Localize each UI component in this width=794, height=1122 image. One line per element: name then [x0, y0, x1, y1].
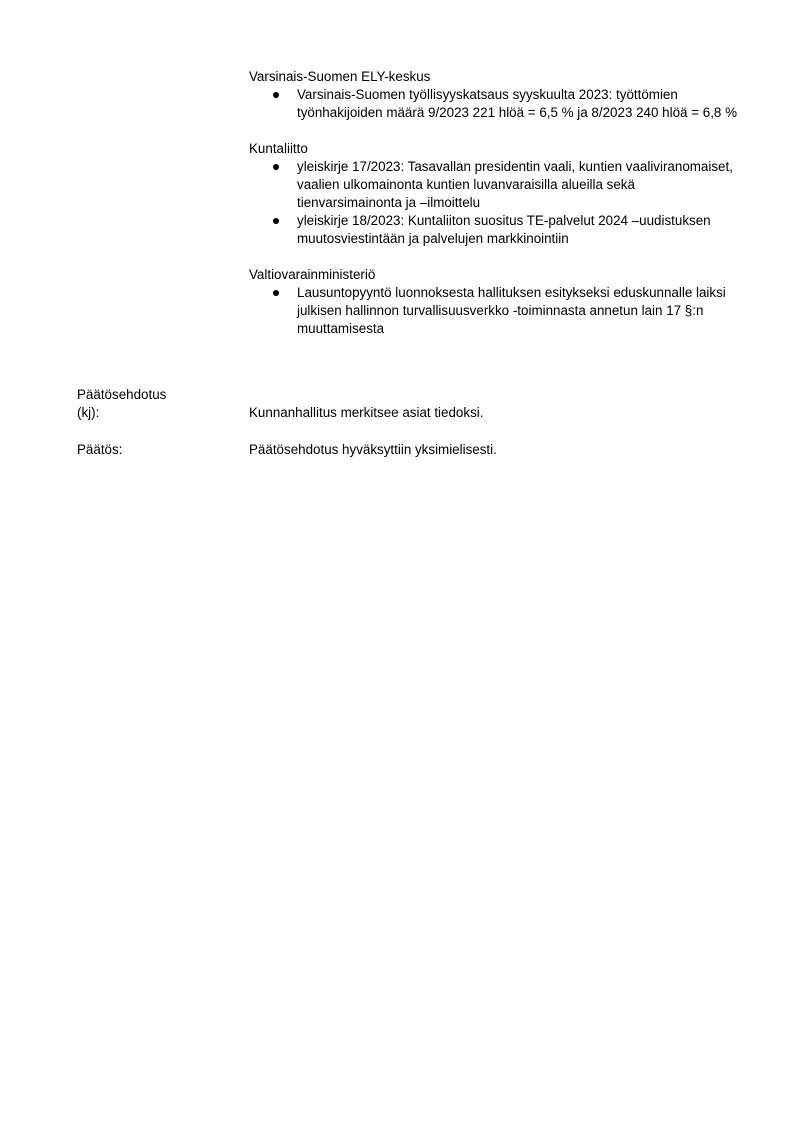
- section-title: Varsinais-Suomen ELY-keskus: [249, 69, 431, 84]
- bullet-icon: [273, 290, 279, 296]
- proposal-label-line1: Päätösehdotus: [77, 387, 167, 402]
- section-valtiovarainministerio: [249, 266, 739, 338]
- bullet-icon: [273, 218, 279, 224]
- section-kuntaliitto: [249, 140, 739, 248]
- list-item: [249, 86, 739, 122]
- bullet-list: [249, 284, 739, 338]
- list-item: [249, 284, 739, 338]
- bullet-list: [249, 158, 739, 248]
- proposal-text: Kunnanhallitus merkitsee asiat tiedoksi.: [249, 405, 484, 420]
- bullet-list: [249, 86, 739, 122]
- list-item: [249, 212, 739, 248]
- list-item-text: yleiskirje 18/2023: Kuntaliiton suositus TE-palvelut 2024 –uudistuksen muutosviestintään ja palvelujen markkinointiin: [297, 213, 711, 246]
- list-item-text: Varsinais-Suomen työllisyyskatsaus syyskuulta 2023: työttömien työnhakijoiden määrä 9/2023 221 hlöä = 6,5 % ja 8/2023 240 hlöä = 6,8 %: [297, 87, 737, 120]
- list-item-text: yleiskirje 17/2023: Tasavallan presidentin vaali, kuntien vaaliviranomaiset, vaalien ulkomainonta kuntien luvanvaraisilla alueilla sekä tienvarsimainonta ja –ilmoittelu: [297, 159, 733, 210]
- notices-column: [249, 68, 739, 356]
- bullet-icon: [273, 164, 279, 170]
- section-ely-keskus: [249, 68, 739, 122]
- bullet-icon: [273, 92, 279, 98]
- list-item: [249, 158, 739, 212]
- section-title: Kuntaliitto: [249, 141, 308, 156]
- proposal-label: [77, 386, 237, 422]
- proposal-label-line2: (kj):: [77, 405, 100, 420]
- section-title: Valtiovarainministeriö: [249, 267, 376, 282]
- list-item-text: Lausuntopyyntö luonnoksesta hallituksen esitykseksi eduskunnalle laiksi julkisen hallinnon turvallisuusverkko -toiminnasta annetun lain 17 §:n muuttamisesta: [297, 285, 726, 336]
- decision-text: Päätösehdotus hyväksyttiin yksimielisesti.: [249, 442, 497, 457]
- decision-label: Päätös:: [77, 442, 123, 457]
